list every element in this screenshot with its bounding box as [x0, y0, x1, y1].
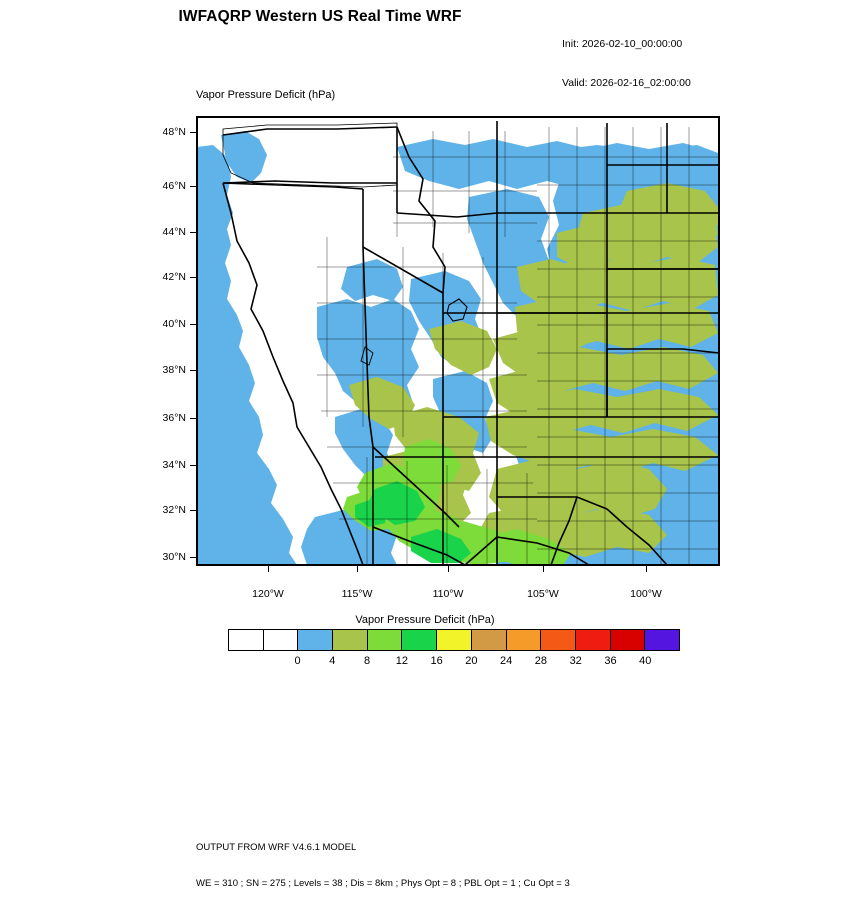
colorbar-swatch-12 — [645, 630, 679, 650]
colorbar-title: Vapor Pressure Deficit (hPa) — [355, 614, 495, 626]
colorbar-tick-0: 0 — [294, 655, 301, 667]
colorbar-tick-12: 12 — [395, 655, 408, 667]
model-output-footer — [196, 818, 570, 902]
xtick-label-120W: 120°W — [252, 588, 284, 600]
ytick-label-46N: 46°N — [162, 180, 186, 192]
colorbar-tick-36: 36 — [604, 655, 617, 667]
ytick-42N — [190, 277, 196, 278]
ytick-32N — [190, 510, 196, 511]
xtick-label-110W: 110°W — [432, 588, 464, 600]
colorbar-swatch-9 — [541, 630, 576, 650]
colorbar-swatch-0 — [229, 630, 264, 650]
xtick-105W — [543, 566, 544, 572]
colorbar-tick-16: 16 — [430, 655, 443, 667]
colorbar-swatch-2 — [298, 630, 333, 650]
ytick-38N — [190, 370, 196, 371]
ytick-label-36N: 36°N — [162, 412, 186, 424]
xtick-label-115W: 115°W — [341, 588, 373, 600]
xtick-120W — [268, 566, 269, 572]
colorbar-swatch-5 — [402, 630, 437, 650]
colorbar-tick-20: 20 — [465, 655, 478, 667]
page-title: IWFAQRP Western US Real Time WRF — [178, 8, 462, 25]
ytick-46N — [190, 186, 196, 187]
ytick-48N — [190, 132, 196, 133]
ytick-44N — [190, 232, 196, 233]
footer-line-1: OUTPUT FROM WRF V4.6.1 MODEL — [196, 842, 357, 853]
ytick-label-32N: 32°N — [162, 504, 186, 516]
colorbar-swatch-6 — [437, 630, 472, 650]
ytick-label-38N: 38°N — [162, 364, 186, 376]
colorbar-swatch-11 — [611, 630, 646, 650]
plot-title: Vapor Pressure Deficit (hPa) — [196, 89, 336, 101]
colorbar-swatch-4 — [368, 630, 403, 650]
colorbar — [228, 629, 680, 651]
colorbar-tick-28: 28 — [534, 655, 548, 667]
ytick-label-30N: 30°N — [162, 551, 186, 563]
ytick-label-34N: 34°N — [162, 459, 186, 471]
colorbar-tick-labels — [228, 655, 680, 673]
colorbar-tick-4: 4 — [329, 655, 336, 667]
colorbar-swatch-10 — [576, 630, 611, 650]
xtick-115W — [357, 566, 358, 572]
map-plot-area — [196, 116, 720, 566]
colorbar-swatch-8 — [507, 630, 542, 650]
ytick-label-44N: 44°N — [162, 226, 186, 238]
ytick-label-48N: 48°N — [162, 126, 186, 138]
xtick-110W — [448, 566, 449, 572]
colorbar-tick-32: 32 — [569, 655, 582, 667]
valid-time: Valid: 2026-02-16_02:00:00 — [562, 77, 691, 89]
ytick-36N — [190, 418, 196, 419]
xtick-label-105W: 105°W — [527, 588, 559, 600]
colorbar-tick-24: 24 — [500, 655, 513, 667]
ytick-34N — [190, 465, 196, 466]
init-time: Init: 2026-02-10_00:00:00 — [562, 38, 683, 50]
ytick-30N — [190, 557, 196, 558]
colorbar-swatch-1 — [264, 630, 299, 650]
init-valid-block — [562, 12, 691, 103]
map-canvas — [197, 117, 719, 565]
colorbar-tick-40: 40 — [639, 655, 652, 667]
footer-line-2: WE = 310 ; SN = 275 ; Levels = 38 ; Dis = 8km ; Phys Opt = 8 ; PBL Opt = 1 ; Cu Opt = 3 — [196, 878, 570, 889]
ytick-label-40N: 40°N — [162, 318, 186, 330]
ytick-40N — [190, 324, 196, 325]
ytick-label-42N: 42°N — [162, 271, 186, 283]
xtick-100W — [646, 566, 647, 572]
colorbar-tick-8: 8 — [364, 655, 371, 667]
colorbar-swatch-3 — [333, 630, 368, 650]
xtick-label-100W: 100°W — [630, 588, 662, 600]
colorbar-swatch-7 — [472, 630, 507, 650]
